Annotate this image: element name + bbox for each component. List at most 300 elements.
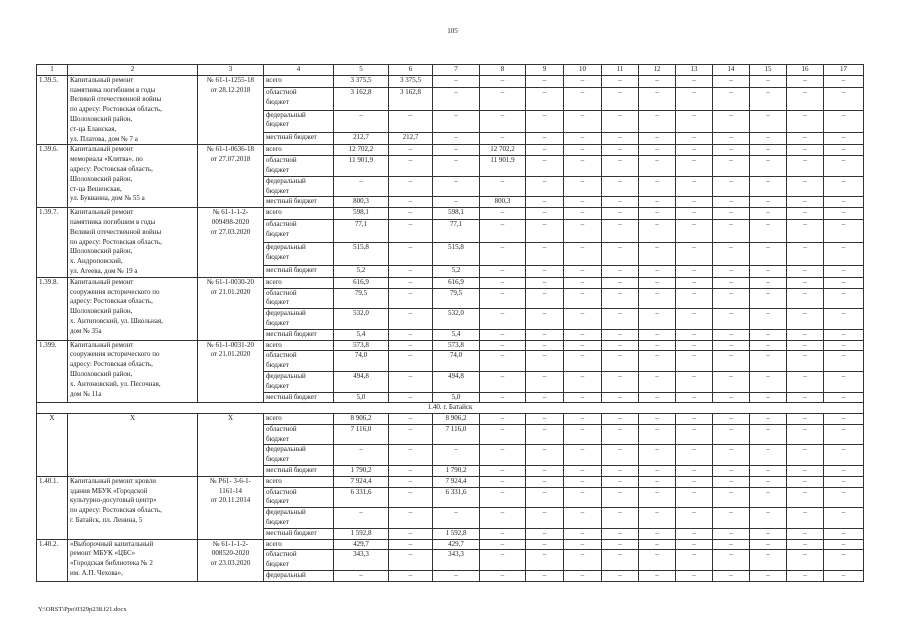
amount-cell: 11 901,9: [480, 156, 526, 177]
budget-source: местный бюджет: [264, 392, 334, 403]
amount-cell: –: [480, 476, 526, 487]
budget-source: областной бюджет: [264, 550, 334, 571]
amount-cell: –: [564, 110, 602, 133]
amount-cell: –: [676, 208, 713, 220]
budget-source: местный бюджет: [264, 265, 334, 277]
amount-cell: –: [564, 87, 602, 110]
amount-cell: –: [480, 309, 526, 330]
column-number: 3: [198, 65, 264, 76]
amount-cell: –: [602, 288, 639, 309]
amount-cell: –: [602, 309, 639, 330]
amount-cell: –: [480, 508, 526, 529]
amount-cell: –: [787, 145, 824, 156]
amount-cell: –: [433, 110, 480, 133]
amount-cell: –: [526, 208, 564, 220]
budget-source: всего: [264, 277, 334, 288]
amount-cell: –: [526, 466, 564, 477]
amount-cell: –: [526, 571, 564, 582]
budget-source: областной бюджет: [264, 487, 334, 508]
amount-cell: –: [480, 133, 526, 145]
amount-cell: –: [602, 571, 639, 582]
amount-cell: –: [676, 288, 713, 309]
amount-cell: –: [787, 220, 824, 243]
amount-cell: –: [602, 176, 639, 197]
amount-cell: –: [676, 309, 713, 330]
amount-cell: –: [676, 265, 713, 277]
amount-cell: –: [526, 445, 564, 466]
amount-cell: –: [480, 351, 526, 372]
amount-cell: –: [750, 208, 787, 220]
amount-cell: –: [713, 156, 750, 177]
amount-cell: –: [564, 288, 602, 309]
amount-cell: –: [713, 242, 750, 265]
column-number: 15: [750, 65, 787, 76]
amount-cell: –: [602, 75, 639, 87]
amount-cell: –: [389, 476, 433, 487]
project-document-number: № 61-1-1-2- 009498-2020 от 27.03.2020: [198, 208, 264, 278]
project-id: 1.39.8.: [37, 277, 68, 340]
amount-cell: –: [526, 220, 564, 243]
amount-cell: –: [787, 277, 824, 288]
amount-cell: –: [639, 145, 676, 156]
amount-cell: –: [564, 487, 602, 508]
amount-cell: –: [526, 414, 564, 425]
amount-cell: –: [526, 329, 564, 340]
amount-cell: –: [713, 487, 750, 508]
amount-cell: 74,0: [334, 351, 389, 372]
amount-cell: –: [480, 329, 526, 340]
amount-cell: –: [389, 176, 433, 197]
amount-cell: –: [564, 197, 602, 208]
budget-source: местный бюджет: [264, 466, 334, 477]
amount-cell: –: [564, 145, 602, 156]
amount-cell: –: [564, 539, 602, 550]
amount-cell: –: [602, 145, 639, 156]
amount-cell: –: [480, 487, 526, 508]
amount-cell: –: [676, 340, 713, 351]
project-document-number: № Р61- 3-6-1- 1161-14 от 20.11.2014: [198, 476, 264, 539]
amount-cell: –: [602, 528, 639, 539]
amount-cell: –: [639, 487, 676, 508]
amount-cell: –: [433, 571, 480, 582]
amount-cell: –: [713, 445, 750, 466]
amount-cell: –: [526, 528, 564, 539]
project-description: Капитальный ремонт памятника погибшим в годы Великой отечественной войны по адресу: Ростовская область, Шолоховский район, х. Андроповский, ул. Агеева, дом № 19 а: [68, 208, 198, 278]
amount-cell: –: [526, 424, 564, 445]
amount-cell: –: [480, 539, 526, 550]
column-number: 12: [639, 65, 676, 76]
amount-cell: –: [526, 476, 564, 487]
amount-cell: –: [676, 156, 713, 177]
amount-cell: –: [676, 133, 713, 145]
amount-cell: –: [480, 424, 526, 445]
project-description: «Выборочный капитальный ремонт МБУК «ЦБС» «Городская библиотека № 2 им. А.П. Чехова»,: [68, 539, 198, 581]
amount-cell: –: [787, 371, 824, 392]
amount-cell: –: [480, 220, 526, 243]
amount-cell: –: [639, 508, 676, 529]
amount-cell: –: [602, 110, 639, 133]
amount-cell: –: [824, 466, 864, 477]
amount-cell: –: [639, 288, 676, 309]
budget-source: всего: [264, 476, 334, 487]
amount-cell: –: [389, 340, 433, 351]
amount-cell: –: [750, 550, 787, 571]
amount-cell: –: [389, 487, 433, 508]
amount-cell: –: [389, 508, 433, 529]
amount-cell: –: [639, 133, 676, 145]
amount-cell: –: [639, 265, 676, 277]
amount-cell: 343,3: [334, 550, 389, 571]
amount-cell: –: [602, 371, 639, 392]
column-number: 5: [334, 65, 389, 76]
amount-cell: 8 906,2: [433, 414, 480, 425]
column-number: 7: [433, 65, 480, 76]
amount-cell: –: [480, 110, 526, 133]
amount-cell: –: [713, 571, 750, 582]
amount-cell: –: [787, 265, 824, 277]
amount-cell: –: [787, 487, 824, 508]
amount-cell: –: [750, 265, 787, 277]
amount-cell: –: [564, 242, 602, 265]
budget-source: всего: [264, 75, 334, 87]
amount-cell: –: [750, 445, 787, 466]
amount-cell: –: [750, 242, 787, 265]
amount-cell: 343,3: [433, 550, 480, 571]
project-document-number: № 61-1-1255-18 от 28.12.2018: [198, 75, 264, 145]
amount-cell: –: [639, 445, 676, 466]
amount-cell: –: [713, 392, 750, 403]
project-description: Капитальный ремонт сооружения исторического по адресу: Ростовская область, Шолоховский район, х. Антоновский, ул. Песочная, дом № 11а: [68, 340, 198, 403]
amount-cell: –: [564, 265, 602, 277]
amount-cell: 5,2: [433, 265, 480, 277]
amount-cell: 8 906,2: [334, 414, 389, 425]
amount-cell: –: [334, 508, 389, 529]
amount-cell: –: [526, 392, 564, 403]
amount-cell: –: [480, 288, 526, 309]
amount-cell: –: [639, 220, 676, 243]
amount-cell: –: [750, 197, 787, 208]
amount-cell: –: [480, 277, 526, 288]
amount-cell: –: [564, 156, 602, 177]
project-document-number: № 61-1-0031-20 от 21.01.2020: [198, 340, 264, 403]
column-number: 8: [480, 65, 526, 76]
amount-cell: 3 162,8: [389, 87, 433, 110]
budget-source: федеральный бюджет: [264, 445, 334, 466]
amount-cell: –: [713, 176, 750, 197]
amount-cell: –: [787, 133, 824, 145]
section-title-row: [37, 403, 864, 414]
amount-cell: –: [750, 110, 787, 133]
amount-cell: –: [824, 277, 864, 288]
amount-cell: –: [824, 288, 864, 309]
amount-cell: –: [389, 371, 433, 392]
amount-cell: –: [824, 351, 864, 372]
amount-cell: –: [526, 487, 564, 508]
amount-cell: –: [787, 242, 824, 265]
amount-cell: –: [602, 424, 639, 445]
amount-cell: –: [750, 424, 787, 445]
amount-cell: –: [824, 208, 864, 220]
project-id: 1.40.1.: [37, 476, 68, 539]
amount-cell: –: [389, 351, 433, 372]
amount-cell: –: [824, 571, 864, 582]
amount-cell: –: [526, 539, 564, 550]
amount-cell: –: [713, 133, 750, 145]
amount-cell: 5,4: [433, 329, 480, 340]
amount-cell: –: [639, 371, 676, 392]
amount-cell: –: [526, 176, 564, 197]
amount-cell: –: [676, 277, 713, 288]
budget-source: местный бюджет: [264, 197, 334, 208]
amount-cell: –: [602, 197, 639, 208]
amount-cell: –: [564, 329, 602, 340]
amount-cell: –: [824, 197, 864, 208]
amount-cell: –: [824, 508, 864, 529]
amount-cell: –: [526, 242, 564, 265]
amount-cell: 5,0: [433, 392, 480, 403]
budget-source: федеральный бюджет: [264, 371, 334, 392]
amount-cell: –: [787, 445, 824, 466]
amount-cell: 3 375,5: [334, 75, 389, 87]
amount-cell: –: [602, 156, 639, 177]
amount-cell: –: [526, 110, 564, 133]
amount-cell: –: [713, 288, 750, 309]
amount-cell: –: [787, 288, 824, 309]
budget-source: местный бюджет: [264, 329, 334, 340]
amount-cell: –: [564, 371, 602, 392]
amount-cell: –: [526, 156, 564, 177]
amount-cell: –: [526, 288, 564, 309]
section-marker-3: X: [198, 414, 264, 477]
amount-cell: –: [787, 87, 824, 110]
amount-cell: –: [480, 414, 526, 425]
amount-cell: –: [564, 414, 602, 425]
amount-cell: –: [787, 466, 824, 477]
amount-cell: –: [389, 539, 433, 550]
amount-cell: –: [639, 176, 676, 197]
table-row: [37, 277, 864, 288]
amount-cell: –: [824, 309, 864, 330]
budget-source: федеральный бюджет: [264, 176, 334, 197]
amount-cell: –: [389, 242, 433, 265]
amount-cell: –: [526, 351, 564, 372]
amount-cell: –: [787, 539, 824, 550]
amount-cell: –: [564, 277, 602, 288]
amount-cell: –: [676, 392, 713, 403]
amount-cell: –: [389, 197, 433, 208]
amount-cell: –: [602, 392, 639, 403]
amount-cell: –: [713, 528, 750, 539]
budget-source: федеральный: [264, 571, 334, 582]
project-description: Капитальный ремонт сооружения исторического по адресу: Ростовская область, Шолоховский район, х. Антиповский, ул. Школьная, дом № 35а: [68, 277, 198, 340]
budget-source: федеральный бюджет: [264, 110, 334, 133]
amount-cell: –: [602, 277, 639, 288]
amount-cell: –: [389, 392, 433, 403]
amount-cell: –: [564, 424, 602, 445]
amount-cell: –: [564, 392, 602, 403]
amount-cell: –: [824, 424, 864, 445]
amount-cell: –: [602, 242, 639, 265]
amount-cell: 77,1: [433, 220, 480, 243]
amount-cell: –: [564, 508, 602, 529]
amount-cell: –: [824, 220, 864, 243]
project-description: Капитальный ремонт памятника погибшим в годы Великой отечественной войны по адресу: Ростовская область, Шолоховский район, ст-ца Еланская, ул. Платова, дом № 7 а: [68, 75, 198, 145]
amount-cell: –: [713, 208, 750, 220]
amount-cell: –: [526, 277, 564, 288]
table-row: [37, 208, 864, 220]
amount-cell: –: [433, 156, 480, 177]
project-id: 1.40.2.: [37, 539, 68, 581]
amount-cell: –: [564, 133, 602, 145]
amount-cell: 1 592,8: [334, 528, 389, 539]
amount-cell: –: [787, 414, 824, 425]
amount-cell: 212,7: [334, 133, 389, 145]
amount-cell: –: [824, 392, 864, 403]
column-number: 16: [787, 65, 824, 76]
project-description: Капитальный ремонт кровли здания МБУК «Городской культурно-досуговый центр» по адресу: Ростовская область, г. Батайск, пл. Ленина, 5: [68, 476, 198, 539]
amount-cell: –: [676, 220, 713, 243]
amount-cell: –: [526, 75, 564, 87]
amount-cell: –: [787, 156, 824, 177]
amount-cell: –: [526, 550, 564, 571]
amount-cell: –: [676, 176, 713, 197]
amount-cell: –: [602, 351, 639, 372]
column-number: 6: [389, 65, 433, 76]
budget-source: областной бюджет: [264, 424, 334, 445]
amount-cell: –: [750, 571, 787, 582]
amount-cell: –: [433, 145, 480, 156]
amount-cell: 3 162,8: [334, 87, 389, 110]
amount-cell: –: [676, 197, 713, 208]
amount-cell: –: [602, 220, 639, 243]
amount-cell: –: [480, 208, 526, 220]
amount-cell: –: [824, 242, 864, 265]
budget-source: областной бюджет: [264, 87, 334, 110]
amount-cell: –: [676, 87, 713, 110]
amount-cell: –: [676, 75, 713, 87]
budget-source: всего: [264, 414, 334, 425]
budget-source: федеральный бюджет: [264, 242, 334, 265]
amount-cell: –: [787, 208, 824, 220]
amount-cell: –: [389, 550, 433, 571]
column-number-row: [37, 65, 864, 76]
amount-cell: –: [713, 75, 750, 87]
amount-cell: –: [676, 539, 713, 550]
amount-cell: –: [433, 445, 480, 466]
budget-source: областной бюджет: [264, 220, 334, 243]
amount-cell: –: [389, 156, 433, 177]
amount-cell: –: [824, 110, 864, 133]
column-number: 14: [713, 65, 750, 76]
amount-cell: 616,9: [334, 277, 389, 288]
amount-cell: –: [750, 487, 787, 508]
budget-source: всего: [264, 145, 334, 156]
amount-cell: –: [787, 528, 824, 539]
amount-cell: –: [824, 329, 864, 340]
budget-source: областной бюджет: [264, 351, 334, 372]
amount-cell: –: [602, 208, 639, 220]
project-document-number: № 61-1-1-2- 008520-2020 от 23.03.2020: [198, 539, 264, 581]
amount-cell: –: [750, 340, 787, 351]
amount-cell: –: [787, 340, 824, 351]
amount-cell: –: [564, 176, 602, 197]
amount-cell: –: [602, 329, 639, 340]
amount-cell: 5,0: [334, 392, 389, 403]
amount-cell: 800,3: [480, 197, 526, 208]
budget-source: федеральный бюджет: [264, 309, 334, 330]
amount-cell: –: [602, 508, 639, 529]
amount-cell: –: [639, 242, 676, 265]
amount-cell: –: [480, 265, 526, 277]
amount-cell: –: [713, 340, 750, 351]
amount-cell: –: [639, 340, 676, 351]
amount-cell: –: [480, 340, 526, 351]
column-number: 1: [37, 65, 68, 76]
amount-cell: –: [713, 220, 750, 243]
amount-cell: –: [639, 571, 676, 582]
budget-source: всего: [264, 208, 334, 220]
budget-source: всего: [264, 539, 334, 550]
amount-cell: –: [564, 466, 602, 477]
amount-cell: –: [750, 133, 787, 145]
amount-cell: –: [480, 445, 526, 466]
amount-cell: 7 116,0: [433, 424, 480, 445]
amount-cell: –: [433, 133, 480, 145]
amount-cell: –: [787, 309, 824, 330]
amount-cell: –: [639, 309, 676, 330]
amount-cell: –: [676, 466, 713, 477]
amount-cell: –: [602, 550, 639, 571]
amount-cell: 1 790,2: [433, 466, 480, 477]
amount-cell: –: [713, 508, 750, 529]
amount-cell: –: [389, 288, 433, 309]
amount-cell: –: [713, 476, 750, 487]
amount-cell: 573,8: [433, 340, 480, 351]
page-number: 105: [447, 27, 458, 35]
amount-cell: –: [713, 550, 750, 571]
table-row: [37, 476, 864, 487]
amount-cell: –: [824, 340, 864, 351]
amount-cell: –: [750, 309, 787, 330]
amount-cell: –: [433, 75, 480, 87]
amount-cell: 7 924,4: [334, 476, 389, 487]
amount-cell: –: [389, 414, 433, 425]
amount-cell: –: [750, 87, 787, 110]
amount-cell: 79,5: [334, 288, 389, 309]
amount-cell: –: [639, 87, 676, 110]
amount-cell: –: [389, 265, 433, 277]
amount-cell: –: [639, 277, 676, 288]
column-number: 17: [824, 65, 864, 76]
amount-cell: –: [750, 329, 787, 340]
amount-cell: –: [433, 176, 480, 197]
amount-cell: 494,8: [334, 371, 389, 392]
budget-source: местный бюджет: [264, 528, 334, 539]
amount-cell: 11 901,9: [334, 156, 389, 177]
amount-cell: –: [602, 487, 639, 508]
amount-cell: –: [676, 351, 713, 372]
amount-cell: 494,8: [433, 371, 480, 392]
column-number: 13: [676, 65, 713, 76]
amount-cell: –: [787, 351, 824, 372]
amount-cell: –: [713, 371, 750, 392]
amount-cell: –: [602, 539, 639, 550]
amount-cell: 573,8: [334, 340, 389, 351]
amount-cell: –: [602, 466, 639, 477]
budget-source: местный бюджет: [264, 133, 334, 145]
column-number: 2: [68, 65, 198, 76]
project-id: 1.399.: [37, 340, 68, 403]
